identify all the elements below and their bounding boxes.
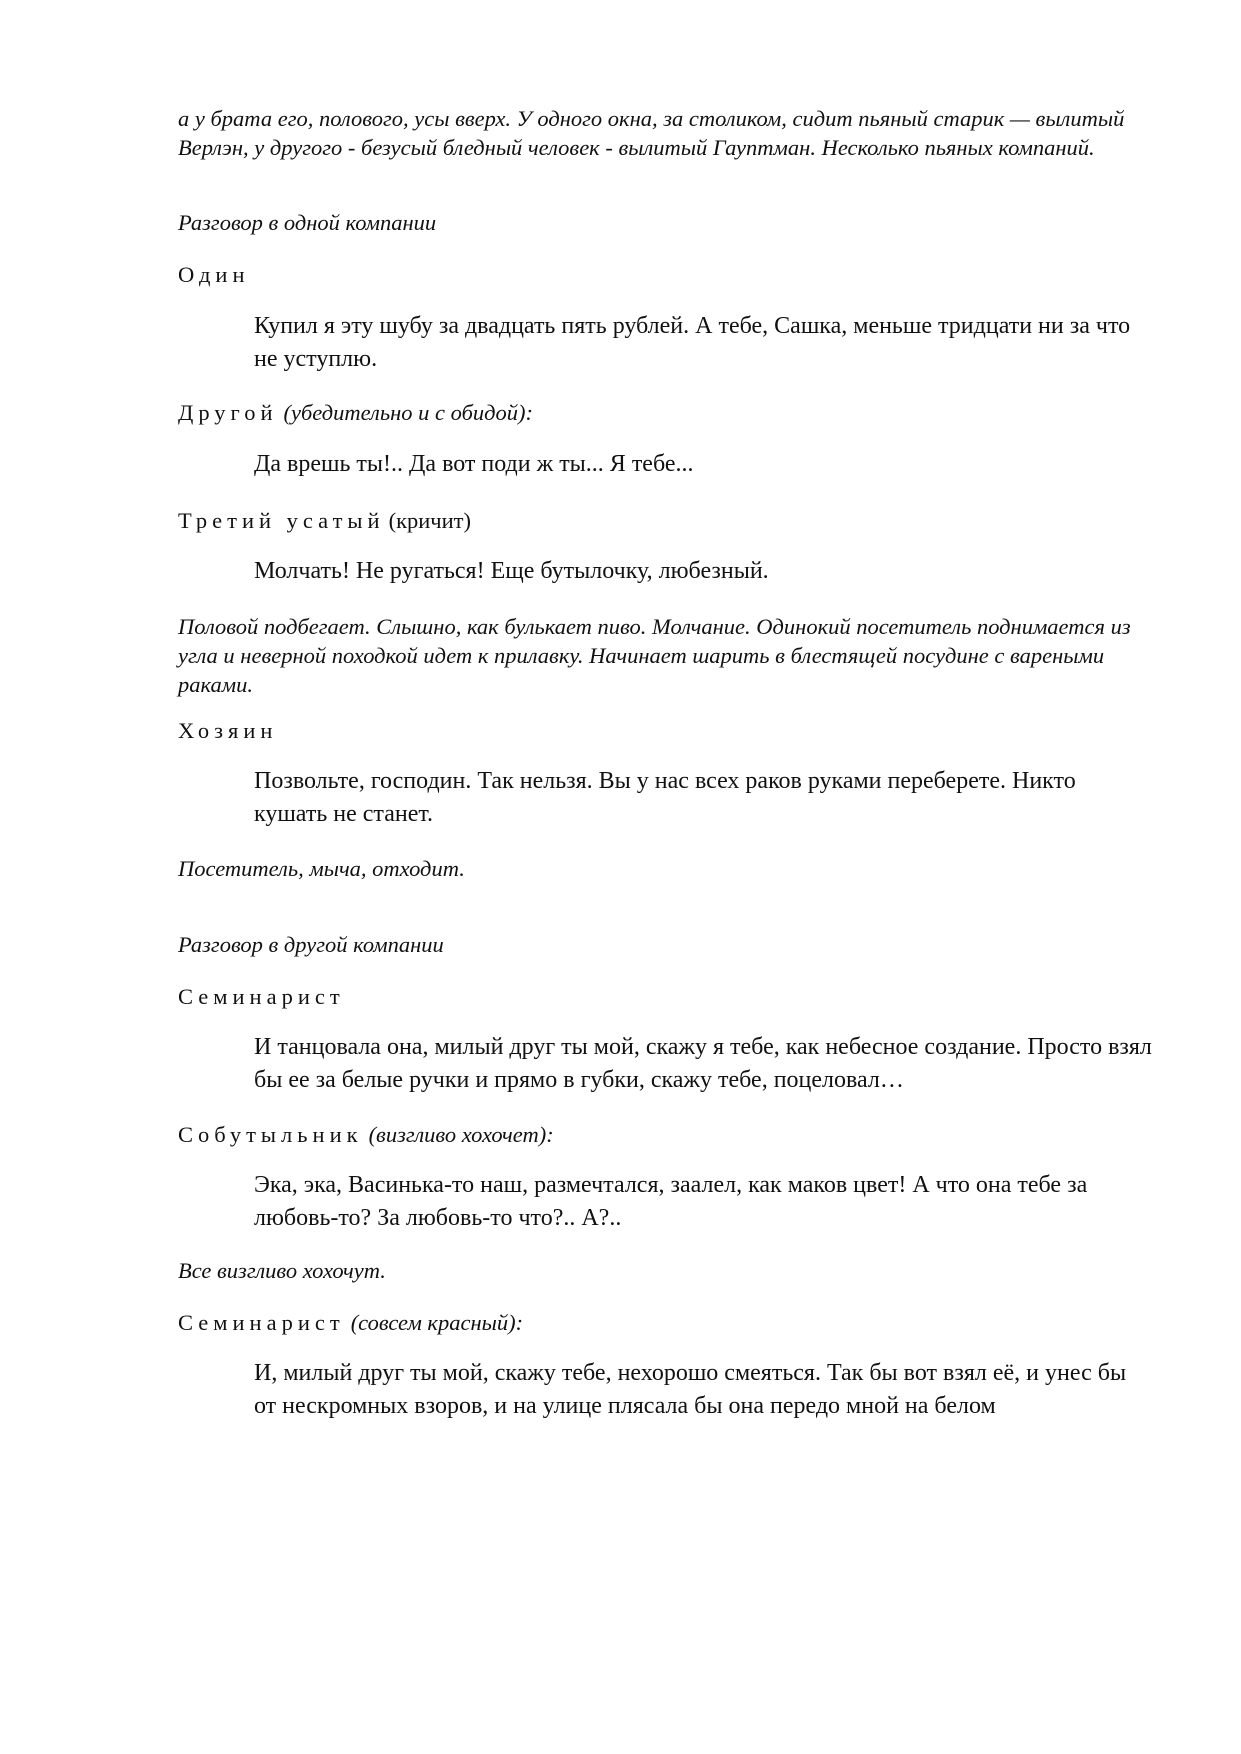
speaker-name: Третий усатый bbox=[178, 508, 385, 533]
stage-direction-laughter: Все визгливо хохочут. bbox=[178, 1258, 386, 1283]
speech-one: Купил я эту шубу за двадцать пять рублей. А тебе, Сашка, меньше тридцати ни за что не уступлю. bbox=[254, 313, 1131, 372]
speaker-name: Хозяин bbox=[178, 718, 278, 743]
stage-direction-visitor: Посетитель, мыча, отходит. bbox=[178, 856, 465, 881]
speaker-third-mustached bbox=[178, 506, 1138, 535]
speech-third-mustached: Молчать! Не ругаться! Еще бутылочку, любезный. bbox=[254, 558, 769, 584]
scene-heading-other-company: Разговор в другой компании bbox=[178, 932, 444, 957]
speaker-direction: (совсем красный): bbox=[350, 1310, 524, 1335]
speaker-one bbox=[178, 260, 1138, 289]
speech-host: Позвольте, господин. Так нельзя. Вы у нас всех раков руками переберете. Никто кушать не станет. bbox=[254, 768, 1076, 827]
speaker-seminarist bbox=[178, 982, 1138, 1011]
speaker-name: Семинарист bbox=[178, 1310, 345, 1335]
speaker-name: Семинарист bbox=[178, 984, 345, 1009]
speaker-direction: (убедительно и с обидой): bbox=[283, 400, 534, 425]
speaker-other bbox=[178, 398, 1138, 427]
speaker-seminarist-red bbox=[178, 1308, 1138, 1337]
stage-direction-waiter: Половой подбегает. Слышно, как булькает пиво. Молчание. Одинокий посетитель поднимается из угла и неверной походкой идет к прилавку. Начинает шарить в блестящей посудине с вареными раками. bbox=[178, 614, 1131, 697]
speaker-name: Собутыльник bbox=[178, 1122, 363, 1147]
speaker-host bbox=[178, 716, 1138, 745]
speech-other: Да врешь ты!.. Да вот поди ж ты... Я тебе... bbox=[254, 451, 694, 477]
speaker-direction: (визгливо хохочет): bbox=[368, 1122, 554, 1147]
stage-direction-intro: а у брата его, полового, усы вверх. У одного окна, за столиком, сидит пьяный старик — вылитый Верлэн, у другого - безусый бледный человек - вылитый Гауптман. Несколько пьяных компаний. bbox=[178, 106, 1125, 160]
speech-seminarist: И танцовала она, милый друг ты мой, скажу я тебе, как небесное создание. Просто взял бы ее за белые ручки и прямо в губки, скажу тебе, поцеловал… bbox=[254, 1034, 1152, 1093]
speech-seminarist-red: И, милый друг ты мой, скажу тебе, нехорошо смеяться. Так бы вот взял её, и унес бы от нескромных взоров, и на улице плясала бы она передо мной на белом bbox=[254, 1360, 1127, 1419]
speaker-direction: (кричит) bbox=[388, 508, 471, 533]
speaker-name: Один bbox=[178, 262, 250, 287]
scene-heading-first-company: Разговор в одной компании bbox=[178, 210, 437, 235]
speaker-drinking-companion bbox=[178, 1120, 1138, 1149]
speaker-name: Другой bbox=[178, 400, 278, 425]
speech-drinking-companion: Эка, эка, Васинька-то наш, размечтался, заалел, как маков цвет! А что она тебе за любовь-то? За любовь-то что?.. А?.. bbox=[254, 1172, 1088, 1231]
